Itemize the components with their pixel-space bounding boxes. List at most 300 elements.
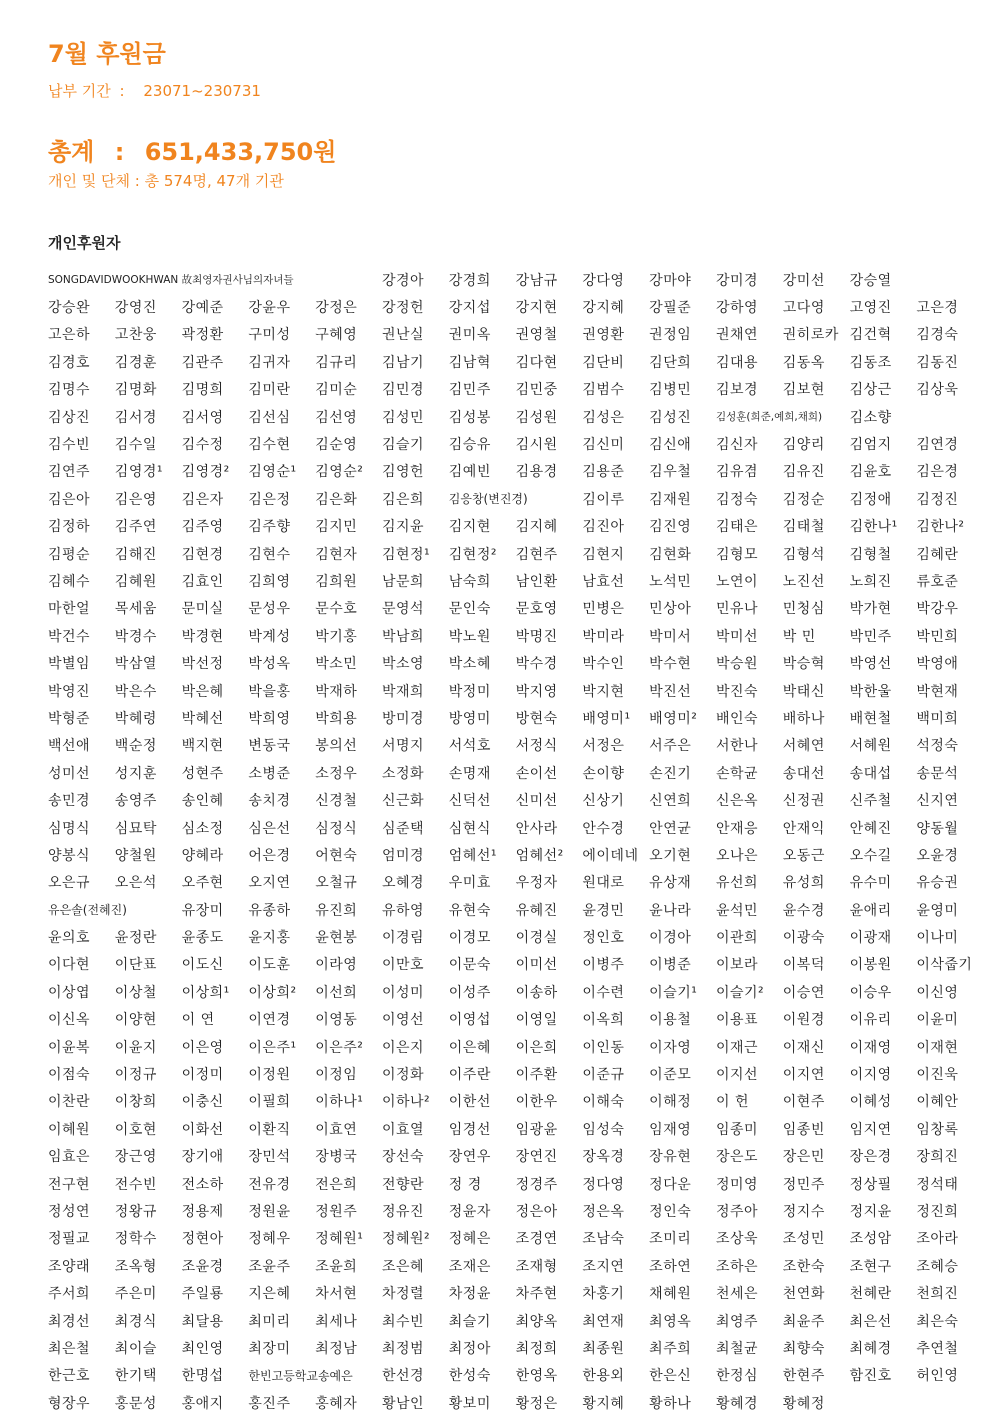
donor-name: 김진아 — [582, 519, 625, 536]
donor-name: 김윤호 — [849, 464, 892, 481]
donor-name: 강필준 — [649, 300, 692, 317]
donor-name: 이상철 — [114, 984, 157, 1001]
donor-name: 장기애 — [181, 1149, 224, 1166]
donor-name: 조지연 — [582, 1258, 625, 1275]
donor-row — [48, 458, 972, 485]
donor-name: 이보라 — [715, 957, 759, 974]
donor-name: 장은도 — [715, 1149, 759, 1166]
donor-name: 김용준 — [582, 464, 625, 481]
donor-name: 문호영 — [515, 601, 558, 618]
donor-row — [48, 348, 972, 375]
donor-name: 한성숙 — [448, 1368, 491, 1385]
donor-name: 정혜우 — [248, 1231, 291, 1248]
donor-name: 한은신 — [649, 1368, 692, 1385]
payment-period — [48, 80, 261, 101]
donor-row — [48, 1115, 972, 1142]
donor-name: 한근호 — [48, 1368, 91, 1385]
donor-row — [48, 786, 972, 813]
donor-name: 장근영 — [114, 1149, 157, 1166]
donor-name: 민상아 — [649, 601, 692, 618]
donor-name: 조윤주 — [248, 1258, 291, 1275]
donor-name: 양혜라 — [181, 847, 224, 864]
donor-name: 김서영 — [181, 409, 224, 426]
donor-name: 이정화 — [381, 1067, 425, 1084]
donor-name: 신근화 — [381, 793, 425, 810]
donor-name: 채혜원 — [649, 1286, 692, 1303]
donor-name: 허인영 — [916, 1368, 959, 1385]
donor-name: 홍진주 — [248, 1395, 291, 1412]
donor-name: 조미리 — [649, 1231, 692, 1248]
donor-name: 양봉식 — [48, 847, 91, 864]
donor-name: 김경훈 — [114, 354, 157, 371]
donor-name: 박진숙 — [715, 683, 759, 700]
donor-name: 박미라 — [582, 628, 625, 645]
donor-name: 이하나¹ — [315, 1094, 364, 1111]
donor-name: 최영옥 — [649, 1313, 692, 1330]
donor-name: 강다영 — [582, 272, 625, 289]
donor-list — [48, 266, 972, 1416]
donor-name: 김용경 — [515, 464, 558, 481]
donor-row — [48, 376, 972, 403]
donor-name: 이충신 — [181, 1094, 224, 1111]
donor-name: 이유리 — [849, 1012, 892, 1029]
donor-name: 이상희¹ — [181, 984, 230, 1001]
donor-name: 박민희 — [916, 628, 959, 645]
donor-name: 임종미 — [715, 1121, 759, 1138]
donor-name: 정진희 — [916, 1203, 959, 1220]
donor-name: 이양현 — [114, 1012, 157, 1029]
donor-name: 김현지 — [582, 546, 625, 563]
donor-name: 고영진 — [849, 300, 892, 317]
donor-name: 강하영 — [715, 300, 759, 317]
donor-name: 문성우 — [248, 601, 291, 618]
donor-name: 남문희 — [381, 573, 425, 590]
donor-name: 이도신 — [181, 957, 224, 974]
donor-name: 이준규 — [582, 1067, 625, 1084]
donor-row — [48, 951, 972, 978]
donor-name: 임경선 — [448, 1121, 491, 1138]
donor-name: 에이데네 — [582, 847, 639, 864]
donor-name: 조남숙 — [582, 1231, 625, 1248]
donor-name: 박태신 — [782, 683, 825, 700]
donor-name: 이광숙 — [782, 930, 825, 947]
donor-name: 조한숙 — [782, 1258, 825, 1275]
donor-name: 오동근 — [782, 847, 825, 864]
donor-name: 고찬웅 — [114, 327, 157, 344]
donor-name: 김정애 — [849, 491, 892, 508]
donor-name: 김은경 — [916, 464, 959, 481]
donor-name: 주은미 — [114, 1286, 157, 1303]
donor-name: 이한우 — [515, 1094, 558, 1111]
total-label: 총계 — [48, 138, 95, 166]
donor-name: 정지윤 — [849, 1203, 892, 1220]
donor-name: 박진선 — [649, 683, 692, 700]
donor-name: 황혜정 — [782, 1395, 825, 1412]
donor-name: 김상근 — [849, 382, 892, 399]
donor-name: 강남규 — [515, 272, 558, 289]
donor-name: 소정화 — [381, 765, 425, 782]
donor-name: 오혜경 — [381, 875, 425, 892]
donor-name: 김예빈 — [448, 464, 491, 481]
donor-name: 김수일 — [114, 437, 157, 454]
donor-name: 최주희 — [649, 1340, 692, 1357]
donor-name: 윤석민 — [715, 902, 759, 919]
donor-name: 박경수 — [114, 628, 157, 645]
donor-name: 이정미 — [181, 1067, 224, 1084]
donor-name: 이은영 — [181, 1039, 224, 1056]
donor-name: 성미선 — [48, 765, 91, 782]
donor-name: 전소하 — [181, 1176, 224, 1193]
donor-name: 김미란 — [248, 382, 291, 399]
donor-name: 최은숙 — [916, 1313, 959, 1330]
donor-name: 장민석 — [248, 1149, 291, 1166]
donor-name: 정인호 — [582, 930, 625, 947]
donor-row — [48, 978, 972, 1005]
donor-name: 김경숙 — [916, 327, 959, 344]
donor-name: 이관희 — [715, 930, 759, 947]
donor-name: 박강우 — [916, 601, 959, 618]
donor-name: 박미선 — [715, 628, 759, 645]
donor-name: 김양리 — [782, 437, 825, 454]
donor-name: 서한나 — [715, 738, 759, 755]
donor-name: 이영섭 — [448, 1012, 491, 1029]
donor-name: 박경현 — [181, 628, 224, 645]
donor-name: 남인환 — [515, 573, 558, 590]
donor-name: 윤애리 — [849, 902, 892, 919]
donor-name: 윤지홍 — [248, 930, 291, 947]
donor-name: 심현식 — [448, 820, 491, 837]
donor-name: 신미선 — [515, 793, 558, 810]
donor-name: 이진욱 — [916, 1067, 959, 1084]
donor-name: 정성연 — [48, 1203, 91, 1220]
donor-name: 이하나² — [381, 1094, 431, 1111]
donor-name: 노진선 — [782, 573, 825, 590]
donor-name: 김현화 — [649, 546, 692, 563]
donor-name: 임지연 — [849, 1121, 892, 1138]
page-title: 7월 후원금 — [48, 40, 166, 68]
donor-name: 박 민 — [782, 628, 816, 645]
donor-name: 안재익 — [782, 820, 825, 837]
donor-name: 김규리 — [315, 354, 358, 371]
donor-name: 박수현 — [649, 656, 692, 673]
donor-row — [48, 1225, 972, 1252]
total-separator: : — [114, 138, 125, 166]
donor-name: 박재희 — [381, 683, 425, 700]
donor-name: 심명식 — [48, 820, 91, 837]
donor-name: 이성주 — [448, 984, 491, 1001]
donor-name: 한정심 — [715, 1368, 759, 1385]
donor-name: 한기택 — [114, 1368, 157, 1385]
donor-name: SONGDAVIDWOOKHWAN — [48, 273, 179, 286]
donor-name: 권채연 — [715, 327, 759, 344]
donor-name: 권영철 — [515, 327, 558, 344]
donor-name: 조재은 — [448, 1258, 491, 1275]
donor-name: 김지현 — [448, 519, 491, 536]
donor-name: 장병국 — [315, 1149, 358, 1166]
donor-name: 신지연 — [916, 793, 959, 810]
donor-row — [48, 1307, 972, 1334]
donor-name: 강정은 — [315, 300, 358, 317]
donor-name: 김유겸 — [715, 464, 759, 481]
donor-name: 박명진 — [515, 628, 558, 645]
donor-name: 유현숙 — [448, 902, 491, 919]
donor-row — [48, 540, 972, 567]
donor-name: 황혜경 — [715, 1395, 759, 1412]
donor-name: 황남인 — [381, 1395, 425, 1412]
donor-name: 이은혜 — [448, 1039, 491, 1056]
donor-name: 한빈고등학교송예은 — [248, 1368, 353, 1383]
donor-name: 김정진 — [916, 491, 959, 508]
donor-name: 안혜진 — [849, 820, 892, 837]
donor-name: 김혜란 — [916, 546, 959, 563]
donor-name: 김동옥 — [782, 354, 825, 371]
donor-name: 한용외 — [582, 1368, 625, 1385]
donor-name: 권영환 — [582, 327, 625, 344]
donor-name: 고은하 — [48, 327, 91, 344]
donor-name: 이효열 — [381, 1121, 425, 1138]
donor-name: 김귀자 — [248, 354, 291, 371]
donor-name: 손이선 — [515, 765, 558, 782]
donor-name: 윤경민 — [582, 902, 625, 919]
donor-name: 김형모 — [715, 546, 759, 563]
donor-name: 이준모 — [649, 1067, 692, 1084]
donor-name: 강영진 — [114, 300, 157, 317]
donor-name: 강경희 — [448, 272, 491, 289]
donor-name: 오기현 — [649, 847, 692, 864]
donor-name: 조윤경 — [181, 1258, 224, 1275]
donor-name: 김슬기 — [381, 437, 425, 454]
donor-name: 김병민 — [649, 382, 692, 399]
donor-name: 강정헌 — [381, 300, 425, 317]
donor-name: 최영주 — [715, 1313, 759, 1330]
donor-name: 정원윤 — [248, 1203, 291, 1220]
donor-name: 김명화 — [114, 382, 157, 399]
donor-name: 이다현 — [48, 957, 91, 974]
donor-name: 소정우 — [315, 765, 358, 782]
donor-row — [48, 293, 972, 320]
donor-name: 안연균 — [649, 820, 692, 837]
donor-name: 박노원 — [448, 628, 491, 645]
donor-name: 박은수 — [114, 683, 157, 700]
donor-name: 최세나 — [315, 1313, 358, 1330]
donor-name: 박형준 — [48, 710, 91, 727]
donor-name: 지은혜 — [248, 1286, 291, 1303]
donor-name: 유하영 — [381, 902, 425, 919]
donor-name: 박재하 — [315, 683, 358, 700]
donor-name: 조혜승 — [916, 1258, 959, 1275]
donor-name: 이영동 — [315, 1012, 358, 1029]
donor-name: 이선희 — [315, 984, 358, 1001]
donor-name: 한영옥 — [515, 1368, 558, 1385]
donor-name: 임성숙 — [582, 1121, 625, 1138]
donor-name: 박남희 — [381, 628, 425, 645]
donor-name: 유혜진 — [515, 902, 558, 919]
donor-name: 박수경 — [515, 656, 558, 673]
donor-name: 신주철 — [849, 793, 892, 810]
donor-name: 김대용 — [715, 354, 759, 371]
donor-name: 김효인 — [181, 573, 224, 590]
donor-name: 오윤경 — [916, 847, 959, 864]
donor-name: 김진영 — [649, 519, 692, 536]
donor-name: 전유경 — [248, 1176, 291, 1193]
donor-name: 문수호 — [315, 601, 358, 618]
donor-name: 서혜원 — [849, 738, 892, 755]
donor-name: 김동조 — [849, 354, 892, 371]
donor-name: 이해숙 — [582, 1094, 625, 1111]
donor-name: 박소민 — [315, 656, 358, 673]
donor-name: 유상재 — [649, 875, 692, 892]
donor-name: 신연희 — [649, 793, 692, 810]
donor-name: 최정범 — [381, 1340, 425, 1357]
donor-name: 김건혁 — [849, 327, 892, 344]
donor-name: 유은솔(전혜진) — [48, 903, 127, 918]
donor-name: 김지윤 — [381, 519, 425, 536]
donor-name: 임종빈 — [782, 1121, 825, 1138]
donor-name: 김보현 — [782, 382, 825, 399]
donor-name: 김재원 — [649, 491, 692, 508]
donor-name: 이 연 — [181, 1012, 215, 1029]
period-value: 23071~230731 — [143, 82, 261, 100]
donor-name: 김보경 — [715, 382, 759, 399]
donor-name: 이미선 — [515, 957, 558, 974]
donor-name: 김경호 — [48, 354, 91, 371]
donor-name: 이정규 — [114, 1067, 157, 1084]
donor-row — [48, 1279, 972, 1306]
donor-name: 차정렬 — [381, 1286, 425, 1303]
donor-name: 김연주 — [48, 464, 91, 481]
donor-name: 유장미 — [181, 902, 224, 919]
donor-name: 배하나 — [782, 710, 825, 727]
donor-name: 오은석 — [114, 875, 157, 892]
donor-name: 백지현 — [181, 738, 224, 755]
donor-name: 최경식 — [114, 1313, 157, 1330]
donor-name: 이환직 — [248, 1121, 291, 1138]
donor-name: 엄혜선¹ — [448, 847, 497, 864]
donor-name: 조현구 — [849, 1258, 892, 1275]
donor-name: 김혜수 — [48, 573, 91, 590]
donor-name: 송대선 — [782, 765, 825, 782]
donor-name: 윤현봉 — [315, 930, 358, 947]
donor-name: 박정미 — [448, 683, 491, 700]
donor-name: 윤의호 — [48, 930, 91, 947]
donor-name: 이승연 — [782, 984, 825, 1001]
donor-name: 봉의선 — [315, 738, 358, 755]
donor-name: 석정숙 — [916, 738, 959, 755]
donor-name: 임광윤 — [515, 1121, 558, 1138]
donor-row — [48, 1334, 972, 1361]
donor-name: 차정윤 — [448, 1286, 491, 1303]
donor-name: 김형석 — [782, 546, 825, 563]
donor-name: 원대로 — [582, 875, 625, 892]
donor-name: 김승유 — [448, 437, 491, 454]
donor-name: 이필희 — [248, 1094, 291, 1111]
donor-name: 어현숙 — [315, 847, 358, 864]
donor-name: 김민주 — [448, 382, 491, 399]
donor-name: 고은경 — [916, 300, 959, 317]
donor-name: 백선애 — [48, 738, 91, 755]
donor-name: 이삭줍기 — [916, 957, 973, 974]
donor-name: 박선정 — [181, 656, 224, 673]
donor-name: 윤종도 — [181, 930, 224, 947]
donor-name: 김성훈(희준,예희,채희) — [715, 411, 823, 424]
donor-name: 이광재 — [849, 930, 892, 947]
donor-name: 구미성 — [248, 327, 291, 344]
donor-name: 김미순 — [315, 382, 358, 399]
donor-name: 김명수 — [48, 382, 91, 399]
donor-name: 이송하 — [515, 984, 558, 1001]
donor-name: 김단희 — [649, 354, 692, 371]
donor-name: 정인숙 — [649, 1203, 692, 1220]
donor-name: 김정숙 — [715, 491, 759, 508]
donor-name: 이혜성 — [849, 1094, 892, 1111]
donor-name: 천세은 — [715, 1286, 759, 1303]
donor-name: 강경아 — [381, 272, 425, 289]
donor-name: 장은민 — [782, 1149, 825, 1166]
donor-name: 김민경 — [381, 382, 425, 399]
donor-name: 김한나² — [916, 519, 965, 536]
donor-name: 민유나 — [715, 601, 759, 618]
donor-name: 이용철 — [649, 1012, 692, 1029]
donor-name: 문미실 — [181, 601, 224, 618]
donor-name: 김단비 — [582, 354, 625, 371]
donor-name: 김은영 — [114, 491, 157, 508]
donor-name: 조양래 — [48, 1258, 91, 1275]
donor-name: 김정하 — [48, 519, 91, 536]
donor-name: 김응창(변진경) — [448, 492, 528, 507]
donor-name: 한선경 — [381, 1368, 425, 1385]
donor-name: 이은주¹ — [248, 1039, 297, 1056]
donor-name: 양동월 — [916, 820, 959, 837]
donor-name: 황지혜 — [582, 1395, 625, 1412]
donor-name: 박지현 — [582, 683, 625, 700]
donor-name: 최은철 — [48, 1340, 91, 1357]
donor-name: 임효은 — [48, 1149, 91, 1166]
donor-name: 방현숙 — [515, 710, 558, 727]
donor-name: 백순정 — [114, 738, 157, 755]
donor-row — [48, 321, 972, 348]
donor-name: 정혜원² — [381, 1231, 431, 1248]
donor-name: 배영미² — [649, 710, 698, 727]
donor-name: 김명희 — [181, 382, 224, 399]
donor-name: 박민주 — [849, 628, 892, 645]
donor-name: 오은규 — [48, 875, 91, 892]
donor-name: 신경철 — [315, 793, 358, 810]
donor-name: 권미옥 — [448, 327, 491, 344]
donor-name: 김태철 — [782, 519, 825, 536]
donor-name: 정 경 — [448, 1176, 482, 1193]
donor-name: 방영미 — [448, 710, 491, 727]
donor-name: 이경실 — [515, 930, 558, 947]
donor-name: 황정은 — [515, 1395, 558, 1412]
donor-name: 조윤희 — [315, 1258, 358, 1275]
donor-name: 유수미 — [849, 875, 892, 892]
donor-name: 신은옥 — [715, 793, 759, 810]
donor-row — [48, 595, 972, 622]
donor-name: 김은희 — [381, 491, 425, 508]
donor-name: 전구현 — [48, 1176, 91, 1193]
donor-name: 박희용 — [315, 710, 358, 727]
donor-name: 방미경 — [381, 710, 425, 727]
donor-name: 안재응 — [715, 820, 759, 837]
donor-name: 심준택 — [381, 820, 425, 837]
donor-name: 정미영 — [715, 1176, 759, 1193]
donor-name: 이지선 — [715, 1067, 759, 1084]
donor-name: 신정권 — [782, 793, 825, 810]
donor-name: 신상기 — [582, 793, 625, 810]
donor-name: 최장미 — [248, 1340, 291, 1357]
donor-name: 김성은 — [582, 409, 625, 426]
donor-name: 김민중 — [515, 382, 558, 399]
